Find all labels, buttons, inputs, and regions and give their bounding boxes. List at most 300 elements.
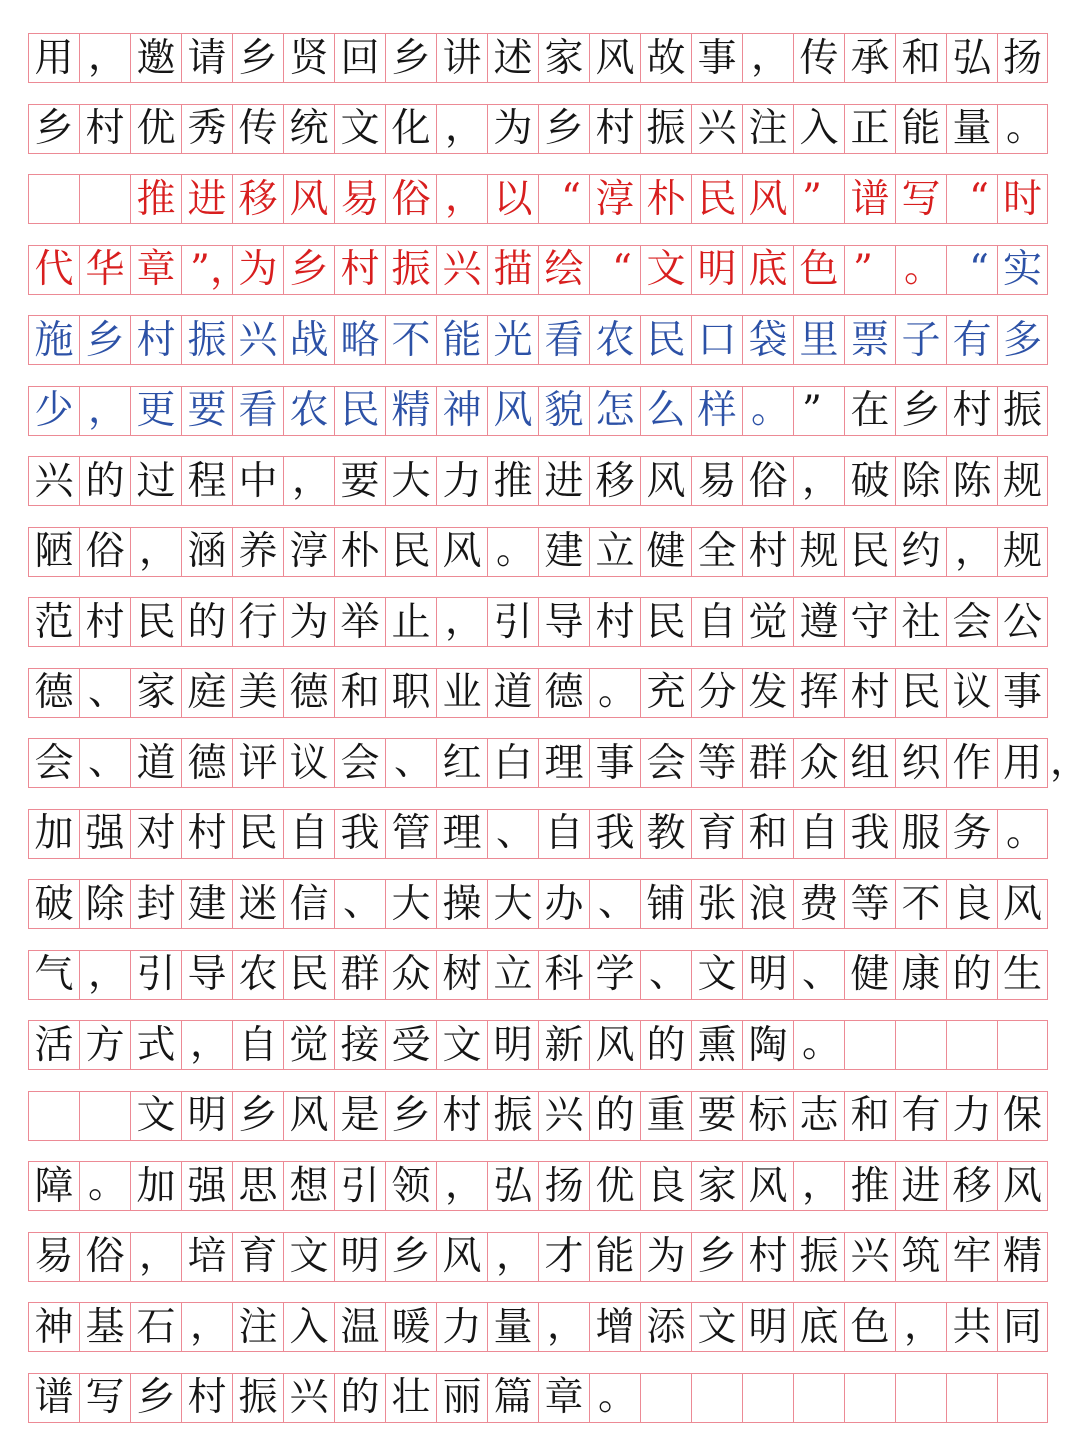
grid-cell: 浪 (742, 879, 793, 929)
grid-row-19 (28, 1302, 1048, 1352)
grid-cell: 大 (385, 456, 436, 506)
grid-cell: 俗 (79, 527, 130, 577)
grid-cell: 里 (793, 315, 844, 365)
grid-cell: 风 (589, 33, 640, 83)
grid-cell-empty (946, 1020, 997, 1070)
grid-cell: 行 (232, 597, 283, 647)
grid-cell: 白 (487, 738, 538, 788)
grid-cell: 陈 (946, 456, 997, 506)
grid-cell: 织 (895, 738, 946, 788)
grid-cell: 风 (742, 174, 793, 224)
grid-cell: 规 (793, 527, 844, 577)
grid-cell: 对 (130, 809, 181, 859)
grid-cell: 文 (640, 245, 691, 295)
grid-cell: 力 (946, 1091, 997, 1141)
grid-cell: 、 (79, 738, 130, 788)
grid-cell: 扬 (997, 33, 1048, 83)
grid-cell: 大 (487, 879, 538, 929)
grid-cell: 议 (283, 738, 334, 788)
grid-cell: 量 (946, 104, 997, 154)
grid-cell: 兴 (436, 245, 487, 295)
grid-row-13 (28, 879, 1048, 929)
grid-cell: ， (793, 1161, 844, 1211)
grid-cell: 文 (691, 950, 742, 1000)
grid-cell: 文 (334, 104, 385, 154)
grid-cell: 、 (79, 668, 130, 718)
grid-cell: 村 (589, 597, 640, 647)
grid-cell: 信 (283, 879, 334, 929)
grid-cell: 民 (844, 527, 895, 577)
grid-cell: 村 (742, 1232, 793, 1282)
grid-cell: 封 (130, 879, 181, 929)
grid-cell: 不 (385, 315, 436, 365)
grid-cell: 。 (895, 245, 946, 295)
grid-cell: 思 (232, 1161, 283, 1211)
grid-cell: ， (742, 33, 793, 83)
grid-cell: 乡 (232, 1091, 283, 1141)
grid-cell: 传 (793, 33, 844, 83)
grid-cell: 看 (232, 386, 283, 436)
grid-cell: 养 (232, 527, 283, 577)
grid-cell: 破 (28, 879, 79, 929)
grid-cell: 生 (997, 950, 1048, 1000)
grid-cell: 范 (28, 597, 79, 647)
grid-cell: 色 (844, 1302, 895, 1352)
grid-cell: 科 (538, 950, 589, 1000)
grid-cell: 引 (487, 597, 538, 647)
grid-cell: 振 (232, 1373, 283, 1423)
grid-cell: 底 (793, 1302, 844, 1352)
grid-cell: 乡 (79, 315, 130, 365)
grid-cell: 回 (334, 33, 385, 83)
grid-cell: 乡 (385, 1232, 436, 1282)
grid-cell: 袋 (742, 315, 793, 365)
grid-cell: 自 (283, 809, 334, 859)
grid-cell: 红 (436, 738, 487, 788)
grid-cell: 章 (538, 1373, 589, 1423)
grid-cell: 德 (538, 668, 589, 718)
grid-cell: 遵 (793, 597, 844, 647)
grid-cell: 乡 (130, 1373, 181, 1423)
grid-cell: 是 (334, 1091, 385, 1141)
grid-cell: 我 (844, 809, 895, 859)
grid-cell: 群 (334, 950, 385, 1000)
grid-row-17 (28, 1161, 1048, 1211)
grid-cell: 的 (946, 950, 997, 1000)
grid-cell: 受 (385, 1020, 436, 1070)
grid-cell: 进 (538, 456, 589, 506)
grid-cell: ， (181, 1020, 232, 1070)
grid-cell: 。 (487, 527, 538, 577)
grid-cell: 中 (232, 456, 283, 506)
grid-cell: 民 (334, 386, 385, 436)
grid-cell: 基 (79, 1302, 130, 1352)
grid-cell-empty (844, 1373, 895, 1423)
grid-cell: 入 (283, 1302, 334, 1352)
grid-cell: 美 (232, 668, 283, 718)
grid-cell: 牢 (946, 1232, 997, 1282)
grid-cell: 村 (79, 104, 130, 154)
grid-cell: 进 (895, 1161, 946, 1211)
grid-cell: ， (436, 104, 487, 154)
grid-cell: 进 (181, 174, 232, 224)
grid-cell: 规 (997, 456, 1048, 506)
grid-cell: 村 (334, 245, 385, 295)
grid-cell: 气 (28, 950, 79, 1000)
grid-cell: ， (283, 456, 334, 506)
grid-cell: 兴 (283, 1373, 334, 1423)
grid-cell: 除 (895, 456, 946, 506)
grid-cell: 易 (334, 174, 385, 224)
grid-cell: 。 (742, 386, 793, 436)
grid-cell: 样 (691, 386, 742, 436)
grid-cell: 力 (436, 456, 487, 506)
grid-cell: 传 (232, 104, 283, 154)
grid-cell: 育 (691, 809, 742, 859)
grid-cell: 村 (436, 1091, 487, 1141)
grid-cell: 推 (130, 174, 181, 224)
grid-cell: 为 (232, 245, 283, 295)
grid-cell: 俗 (385, 174, 436, 224)
grid-cell: 移 (946, 1161, 997, 1211)
grid-cell: 家 (130, 668, 181, 718)
grid-cell: 过 (130, 456, 181, 506)
grid-cell: 民 (640, 315, 691, 365)
grid-cell: 自 (691, 597, 742, 647)
grid-cell: 迷 (232, 879, 283, 929)
grid-cell: 的 (181, 597, 232, 647)
grid-cell: 众 (385, 950, 436, 1000)
grid-cell: 职 (385, 668, 436, 718)
grid-cell: 和 (334, 668, 385, 718)
grid-cell: 明 (691, 245, 742, 295)
grid-cell: 朴 (334, 527, 385, 577)
grid-cell: “ (946, 245, 997, 295)
grid-cell: 战 (283, 315, 334, 365)
grid-cell: 会 (334, 738, 385, 788)
grid-row-2 (28, 104, 1048, 154)
grid-cell: 议 (946, 668, 997, 718)
grid-cell: 筑 (895, 1232, 946, 1282)
grid-row-14 (28, 950, 1048, 1000)
grid-cell: 增 (589, 1302, 640, 1352)
grid-cell: 请 (181, 33, 232, 83)
grid-cell: 破 (844, 456, 895, 506)
grid-cell: 看 (538, 315, 589, 365)
grid-cell: 发 (742, 668, 793, 718)
grid-cell: 村 (79, 597, 130, 647)
grid-cell: 文 (130, 1091, 181, 1141)
grid-cell: 的 (640, 1020, 691, 1070)
grid-cell: 觉 (742, 597, 793, 647)
grid-cell: 等 (691, 738, 742, 788)
grid-cell: 民 (691, 174, 742, 224)
grid-cell: 农 (232, 950, 283, 1000)
grid-cell: 等 (844, 879, 895, 929)
grid-cell: ， (436, 174, 487, 224)
grid-cell: 引 (334, 1161, 385, 1211)
grid-cell: 施 (28, 315, 79, 365)
grid-cell: 强 (181, 1161, 232, 1211)
grid-cell: 章 (130, 245, 181, 295)
grid-cell: 张 (691, 879, 742, 929)
grid-cell: 明 (181, 1091, 232, 1141)
grid-cell: 方 (79, 1020, 130, 1070)
grid-cell-empty (691, 1373, 742, 1423)
grid-cell: 共 (946, 1302, 997, 1352)
grid-cell: ” (793, 386, 844, 436)
grid-cell: 止 (385, 597, 436, 647)
grid-cell: 、 (589, 879, 640, 929)
grid-cell: 兴 (232, 315, 283, 365)
grid-cell: ， (436, 597, 487, 647)
grid-cell: 神 (436, 386, 487, 436)
grid-cell: 底 (742, 245, 793, 295)
grid-cell: 量 (487, 1302, 538, 1352)
grid-cell: 风 (589, 1020, 640, 1070)
grid-cell: 村 (742, 527, 793, 577)
grid-cell: 规 (997, 527, 1048, 577)
grid-cell: 陋 (28, 527, 79, 577)
grid-cell-empty (793, 1373, 844, 1423)
grid-cell: 健 (640, 527, 691, 577)
grid-cell: 风 (436, 1232, 487, 1282)
grid-cell: 庭 (181, 668, 232, 718)
grid-cell: 淳 (589, 174, 640, 224)
grid-cell: 事 (589, 738, 640, 788)
grid-cell: 入 (793, 104, 844, 154)
grid-cell: 建 (538, 527, 589, 577)
grid-cell: 石 (130, 1302, 181, 1352)
grid-cell: 、 (793, 950, 844, 1000)
grid-cell: 振 (793, 1232, 844, 1282)
grid-cell: 谱 (844, 174, 895, 224)
grid-cell: 标 (742, 1091, 793, 1141)
grid-cell: 朴 (640, 174, 691, 224)
grid-cell: 在 (844, 386, 895, 436)
grid-cell: 接 (334, 1020, 385, 1070)
grid-row-8 (28, 527, 1048, 577)
grid-cell: 统 (283, 104, 334, 154)
grid-cell: 学 (589, 950, 640, 1000)
grid-cell: 举 (334, 597, 385, 647)
grid-cell: 注 (742, 104, 793, 154)
grid-cell: 村 (181, 1373, 232, 1423)
grid-cell: 贤 (283, 33, 334, 83)
grid-cell: 么 (640, 386, 691, 436)
grid-cell: 振 (181, 315, 232, 365)
grid-cell: 活 (28, 1020, 79, 1070)
grid-cell: 以 (487, 174, 538, 224)
grid-cell: ， (79, 33, 130, 83)
grid-cell: 写 (79, 1373, 130, 1423)
grid-cell-empty (895, 1020, 946, 1070)
grid-cell: 温 (334, 1302, 385, 1352)
grid-cell: 觉 (283, 1020, 334, 1070)
grid-cell: 全 (691, 527, 742, 577)
grid-cell: 领 (385, 1161, 436, 1211)
grid-cell: 家 (691, 1161, 742, 1211)
grid-cell: 道 (130, 738, 181, 788)
grid-cell: 程 (181, 456, 232, 506)
grid-cell: 明 (742, 950, 793, 1000)
grid-cell: 和 (844, 1091, 895, 1141)
grid-cell: 评 (232, 738, 283, 788)
grid-cell: 要 (691, 1091, 742, 1141)
grid-cell: 为 (640, 1232, 691, 1282)
grid-cell: 保 (997, 1091, 1048, 1141)
grid-cell: 群 (742, 738, 793, 788)
grid-cell-empty (742, 1373, 793, 1423)
grid-cell: 优 (589, 1161, 640, 1211)
grid-cell: 有 (895, 1091, 946, 1141)
grid-cell: 添 (640, 1302, 691, 1352)
grid-cell: 乡 (232, 33, 283, 83)
grid-cell: 作 (946, 738, 997, 788)
grid-cell: 移 (232, 174, 283, 224)
grid-cell: 风 (436, 527, 487, 577)
grid-cell: 精 (385, 386, 436, 436)
grid-cell: 自 (538, 809, 589, 859)
grid-cell: 我 (589, 809, 640, 859)
grid-cell: 会 (28, 738, 79, 788)
grid-cell: 振 (640, 104, 691, 154)
grid-cell: 。 (997, 809, 1048, 859)
grid-cell-empty (28, 1091, 79, 1141)
grid-cell: 乡 (385, 1091, 436, 1141)
grid-cell: 为 (283, 597, 334, 647)
grid-cell: 除 (79, 879, 130, 929)
grid-cell-empty (79, 174, 130, 224)
grid-cell: 神 (28, 1302, 79, 1352)
grid-cell: 推 (844, 1161, 895, 1211)
grid-cell: 立 (487, 950, 538, 1000)
grid-cell: 。 (997, 104, 1048, 154)
grid-cell: 述 (487, 33, 538, 83)
grid-cell: 壮 (385, 1373, 436, 1423)
grid-cell: 能 (895, 104, 946, 154)
grid-cell: 组 (844, 738, 895, 788)
grid-cell: 明 (742, 1302, 793, 1352)
grid-cell: 谱 (28, 1373, 79, 1423)
grid-cell: 事 (691, 33, 742, 83)
grid-cell: 我 (334, 809, 385, 859)
grid-cell: ， (487, 1232, 538, 1282)
grid-cell: 乡 (283, 245, 334, 295)
grid-cell: 道 (487, 668, 538, 718)
grid-cell-empty (79, 1091, 130, 1141)
grid-row-4 (28, 245, 1048, 295)
grid-cell: 操 (436, 879, 487, 929)
grid-cell: 康 (895, 950, 946, 1000)
grid-cell-empty (997, 1373, 1048, 1423)
grid-cell: ” (793, 174, 844, 224)
grid-cell: 教 (640, 809, 691, 859)
grid-cell: 俗 (79, 1232, 130, 1282)
grid-cell: “ (538, 174, 589, 224)
grid-cell: 业 (436, 668, 487, 718)
grid-cell: 风 (640, 456, 691, 506)
grid-cell: 风 (487, 386, 538, 436)
grid-cell: 陶 (742, 1020, 793, 1070)
grid-cell: 要 (181, 386, 232, 436)
grid-cell: 健 (844, 950, 895, 1000)
grid-cell: ， (895, 1302, 946, 1352)
grid-cell-empty (946, 1373, 997, 1423)
grid-cell: “ (589, 245, 640, 295)
grid-cell: 兴 (538, 1091, 589, 1141)
grid-cell: 风 (283, 174, 334, 224)
grid-cell: 能 (589, 1232, 640, 1282)
grid-cell: 分 (691, 668, 742, 718)
grid-cell: 子 (895, 315, 946, 365)
grid-cell: 篇 (487, 1373, 538, 1423)
grid-cell: 村 (946, 386, 997, 436)
grid-cell: 培 (181, 1232, 232, 1282)
grid-cell: 引 (130, 950, 181, 1000)
grid-cell: 家 (538, 33, 589, 83)
grid-cell: 费 (793, 879, 844, 929)
grid-cell: 新 (538, 1020, 589, 1070)
grid-cell: 用 (28, 33, 79, 83)
grid-cell: 和 (895, 33, 946, 83)
grid-cell: 暖 (385, 1302, 436, 1352)
grid-cell: 约 (895, 527, 946, 577)
grid-cell: 德 (181, 738, 232, 788)
grid-cell: 口 (691, 315, 742, 365)
grid-cell: 。 (79, 1161, 130, 1211)
grid-cell: 村 (589, 104, 640, 154)
grid-cell: 弘 (487, 1161, 538, 1211)
grid-cell: ， (793, 456, 844, 506)
grid-cell: 丽 (436, 1373, 487, 1423)
grid-cell: 德 (283, 668, 334, 718)
grid-cell: 理 (436, 809, 487, 859)
grid-cell: 守 (844, 597, 895, 647)
grid-cell: 易 (28, 1232, 79, 1282)
grid-cell: 乡 (28, 104, 79, 154)
grid-cell: 立 (589, 527, 640, 577)
grid-cell: 良 (640, 1161, 691, 1211)
grid-cell: 、 (487, 809, 538, 859)
grid-cell: 农 (283, 386, 334, 436)
grid-cell: 良 (946, 879, 997, 929)
grid-cell: 。 (589, 1373, 640, 1423)
grid-cell: 更 (130, 386, 181, 436)
grid-cell: 重 (640, 1091, 691, 1141)
grid-cell: 民 (232, 809, 283, 859)
grid-cell: ， (538, 1302, 589, 1352)
grid-cell: 想 (283, 1161, 334, 1211)
grid-cell: 风 (283, 1091, 334, 1141)
grid-cell: 熏 (691, 1020, 742, 1070)
grid-cell: 优 (130, 104, 181, 154)
grid-cell: 用 (997, 738, 1048, 788)
grid-cell-empty (640, 1373, 691, 1423)
grid-cell: 自 (232, 1020, 283, 1070)
grid-cell: 铺 (640, 879, 691, 929)
grid-cell: 要 (334, 456, 385, 506)
grid-cell: 兴 (691, 104, 742, 154)
grid-cell: 式 (130, 1020, 181, 1070)
grid-cell: 会 (640, 738, 691, 788)
grid-cell: 邀 (130, 33, 181, 83)
grid-cell: 村 (181, 809, 232, 859)
grid-row-1 (28, 33, 1048, 83)
grid-cell: 文 (283, 1232, 334, 1282)
grid-cell: 怎 (589, 386, 640, 436)
grid-cell: 风 (997, 879, 1048, 929)
